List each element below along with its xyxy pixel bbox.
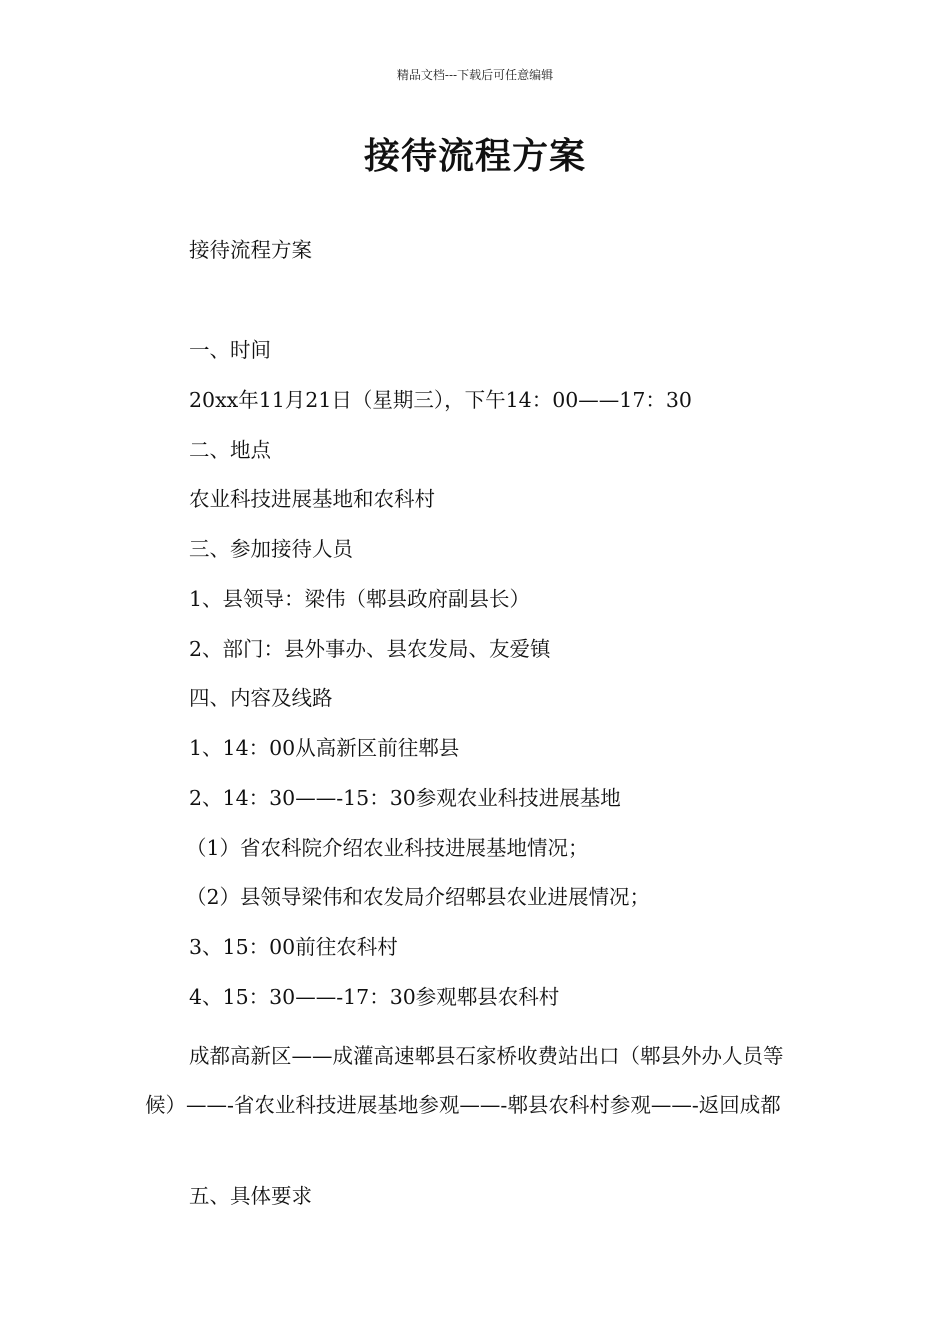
route-item-1: 1、14：00从高新区前往郫县 — [189, 736, 460, 760]
section-heading-requirements: 五、具体要求 — [189, 1184, 312, 1208]
staff-item-1: 1、县领导：梁伟（郫县政府副县长） — [189, 587, 531, 611]
place-value: 农业科技进展基地和农科村 — [189, 487, 435, 511]
document-title: 接待流程方案 — [363, 136, 586, 177]
route-item-2a: （1）省农科院介绍农业科技进展基地情况； — [186, 836, 589, 860]
section-heading-place: 二、地点 — [189, 438, 271, 462]
section-heading-staff: 三、参加接待人员 — [189, 537, 353, 561]
route-paragraph: 成都高新区——成灌高速郫县石家桥收费站出口（郫县外办人员等候）——-省农业科技进展基地参观——-郫县农科村参观——-返回成都 — [145, 1044, 784, 1117]
section-heading-route: 四、内容及线路 — [189, 686, 333, 710]
time-value: 20xx年11月21日（星期三），下午14：00——17：30 — [189, 388, 692, 412]
route-item-3: 3、15：00前往农科村 — [189, 935, 398, 959]
subtitle: 接待流程方案 — [189, 238, 312, 262]
route-item-2b: （2）县领导梁伟和农发局介绍郫县农业进展情况； — [186, 885, 651, 909]
staff-item-2: 2、部门：县外事办、县农发局、友爱镇 — [189, 637, 551, 661]
header-note: 精品文档---下载后可任意编辑 — [396, 68, 554, 82]
section-heading-time: 一、时间 — [189, 338, 271, 362]
route-item-4: 4、15：30——-17：30参观郫县农科村 — [189, 985, 560, 1009]
route-item-2: 2、14：30——-15：30参观农业科技进展基地 — [189, 786, 621, 810]
